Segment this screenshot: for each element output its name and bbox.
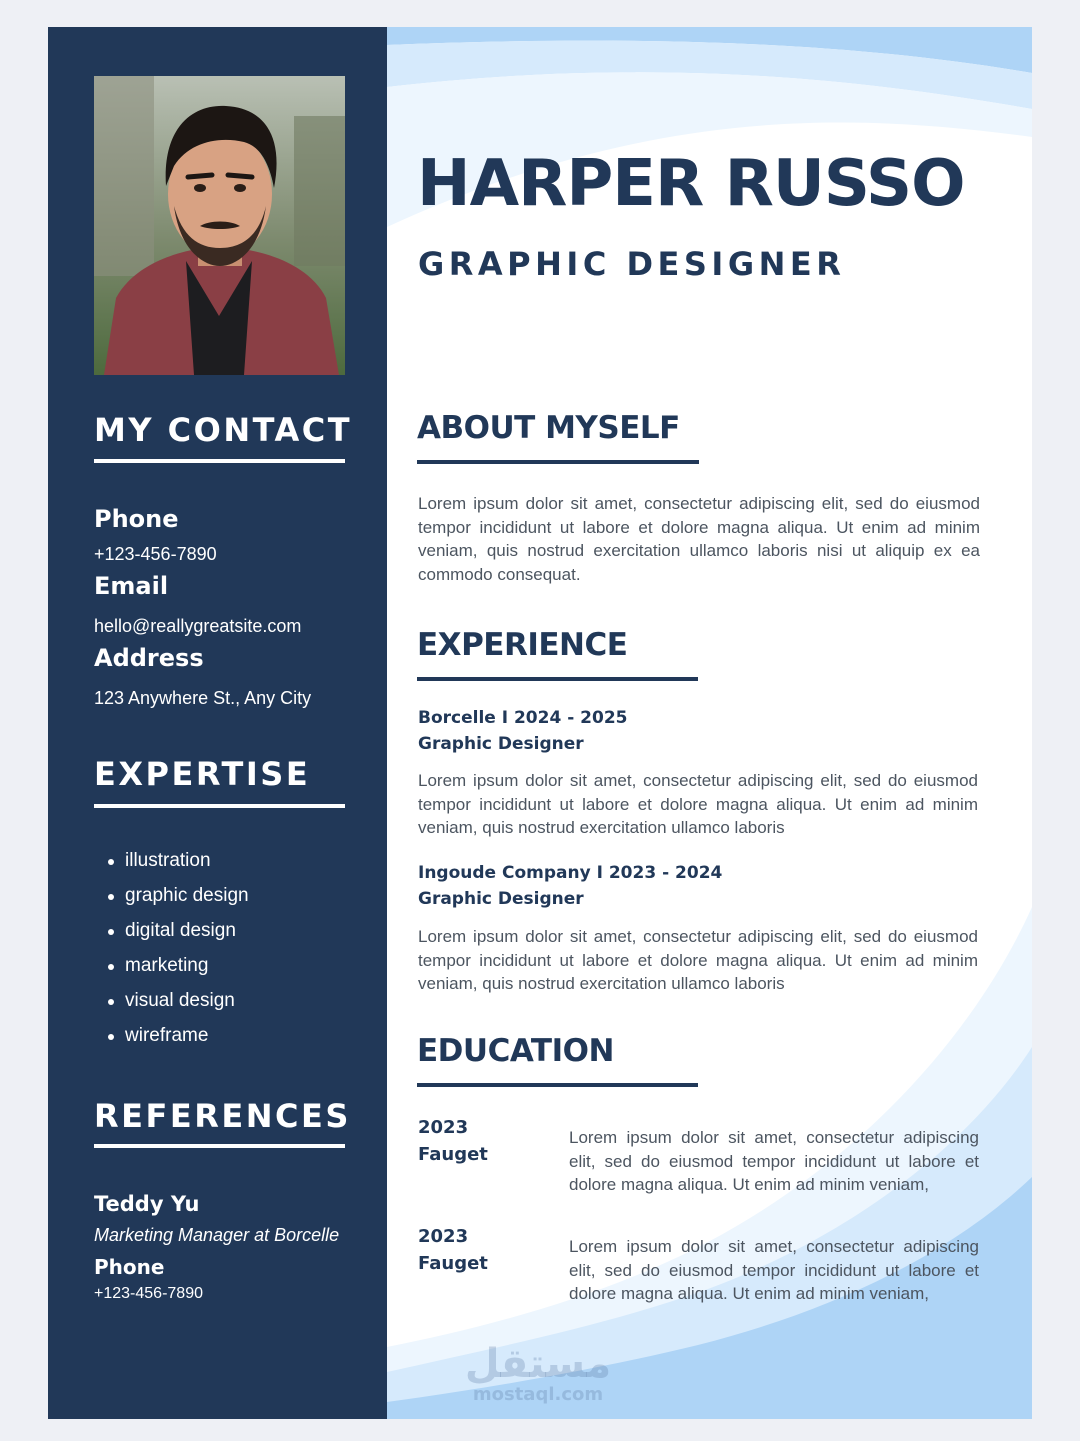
edu-1-text: Lorem ipsum dolor sit amet, consectetur adipiscing elit, sed do eiusmod tempor incididunt ut labore et dolore magna aliqua. Ut enim ad minim veniam, bbox=[569, 1128, 979, 1194]
job-1-company: Borcelle I 2024 - 2025 bbox=[418, 708, 628, 728]
watermark-arabic: مستقل bbox=[464, 1341, 612, 1387]
address-value: 123 Anywhere St., Any City bbox=[94, 688, 312, 708]
expertise-heading: EXPERTISE bbox=[94, 755, 311, 793]
phone-value: +123-456-7890 bbox=[94, 544, 217, 564]
address-label: Address bbox=[94, 644, 204, 672]
edu-2-year: 2023 bbox=[418, 1226, 469, 1247]
references-divider bbox=[94, 1144, 345, 1148]
email-label: Email bbox=[94, 572, 169, 600]
list-item: marketing bbox=[108, 955, 249, 990]
contact-heading: MY CONTACT bbox=[94, 411, 353, 449]
list-item: digital design bbox=[108, 920, 249, 955]
candidate-name: HARPER RUSSO bbox=[417, 147, 965, 221]
watermark-latin: mostaql.com bbox=[472, 1384, 604, 1405]
reference-phone-value: +123-456-7890 bbox=[94, 1285, 203, 1302]
contact-divider bbox=[94, 459, 345, 463]
reference-role: Marketing Manager at Borcelle bbox=[94, 1225, 340, 1245]
reference-name: Teddy Yu bbox=[94, 1192, 200, 1216]
resume-page bbox=[48, 27, 1032, 1419]
job-1-role: Graphic Designer bbox=[418, 734, 584, 754]
job-1-text: Lorem ipsum dolor sit amet, consectetur adipiscing elit, sed do eiusmod tempor incididunt ut labore et dolore magna aliqua. Ut enim ad minim veniam, quis nostrud exercitation ullamco laboris bbox=[418, 771, 978, 838]
education-heading: EDUCATION bbox=[417, 1033, 614, 1069]
experience-divider bbox=[417, 677, 698, 681]
sidebar bbox=[48, 27, 387, 1419]
list-item: visual design bbox=[108, 990, 249, 1025]
about-text: Lorem ipsum dolor sit amet, consectetur adipiscing elit, sed do eiusmod tempor incididunt ut labore et dolore magna aliqua. Ut enim ad minim veniam, quis nostrud exercitation ullamco laboris nisi ut aliquip ex ea commodo consequat. bbox=[418, 494, 980, 585]
job-2-role: Graphic Designer bbox=[418, 889, 584, 909]
list-item: illustration bbox=[108, 850, 249, 885]
about-heading: ABOUT MYSELF bbox=[417, 410, 680, 446]
phone-label: Phone bbox=[94, 505, 179, 533]
bullet-icon bbox=[108, 1034, 114, 1040]
list-item: wireframe bbox=[108, 1025, 249, 1060]
email-value: hello@reallygreatsite.com bbox=[94, 616, 302, 636]
experience-heading: EXPERIENCE bbox=[417, 627, 628, 663]
bullet-icon bbox=[108, 859, 114, 865]
education-divider bbox=[417, 1083, 698, 1087]
bullet-icon bbox=[108, 964, 114, 970]
references-heading: REFERENCES bbox=[94, 1097, 351, 1135]
job-2-company: Ingoude Company I 2023 - 2024 bbox=[418, 863, 723, 883]
list-item: graphic design bbox=[108, 885, 249, 920]
expertise-divider bbox=[94, 804, 345, 808]
bullet-icon bbox=[108, 999, 114, 1005]
reference-phone-label: Phone bbox=[94, 1255, 165, 1279]
bullet-icon bbox=[108, 929, 114, 935]
profile-photo bbox=[94, 76, 345, 375]
edu-1-school: Fauget bbox=[418, 1144, 488, 1165]
edu-1-year: 2023 bbox=[418, 1117, 469, 1138]
edu-2-text: Lorem ipsum dolor sit amet, consectetur adipiscing elit, sed do eiusmod tempor incididunt ut labore et dolore magna aliqua. Ut enim ad minim veniam, bbox=[569, 1237, 979, 1303]
job-2-text: Lorem ipsum dolor sit amet, consectetur adipiscing elit, sed do eiusmod tempor incididunt ut labore et dolore magna aliqua. Ut enim ad minim veniam, quis nostrud exercitation ullamco laboris bbox=[418, 927, 978, 994]
edu-2-school: Fauget bbox=[418, 1253, 488, 1274]
about-divider bbox=[417, 460, 699, 464]
candidate-title: GRAPHIC DESIGNER bbox=[418, 245, 846, 283]
expertise-list bbox=[108, 850, 249, 1060]
bullet-icon bbox=[108, 894, 114, 900]
portrait-image bbox=[94, 76, 345, 375]
